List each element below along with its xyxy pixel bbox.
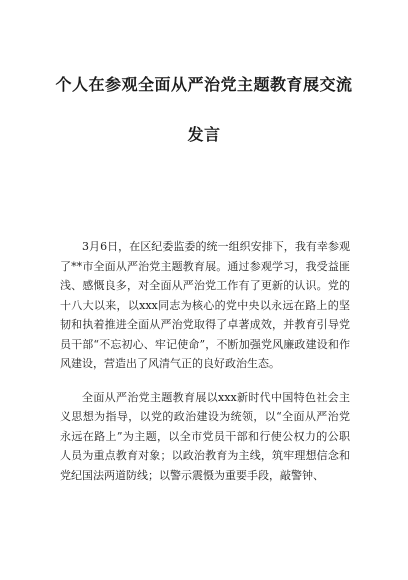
document-body bbox=[60, 237, 350, 485]
document-title-line-2: 发言 bbox=[187, 125, 221, 144]
body-paragraph-2: 全面从严治党主题教育展以xxx新时代中国特色社会主义思想为指导，以党的政治建设为统领，以“全面从严治党永远在路上”为主题，以全市党员干部和行使公权力的公职人员为重点教育对象；以政治教育为主线，筑牢理想信念和党纪国法两道防线；以警示震慑为重要手段，敲警钟、 bbox=[60, 390, 350, 482]
document-title-line-1: 个人在参观全面从严治党主题教育展交流 bbox=[55, 75, 353, 94]
body-paragraph-1: 3月6日，在区纪委监委的统一组织安排下，我有幸参观了**市全面从严治党主题教育展。通过参观学习，我受益匪浅、感慨良多，对全面从严治党工作有了更新的认识。党的十八大以来，以xxx同志为核心的党中央以永远在路上的坚韧和执着推进全面从严治党取得了卓著成效，并教育引导党员干部“不忘初心、牢记使命”，不断加强党风廉政建设和作风建设，营造出了风清气正的良好政治生态。 bbox=[60, 240, 350, 370]
